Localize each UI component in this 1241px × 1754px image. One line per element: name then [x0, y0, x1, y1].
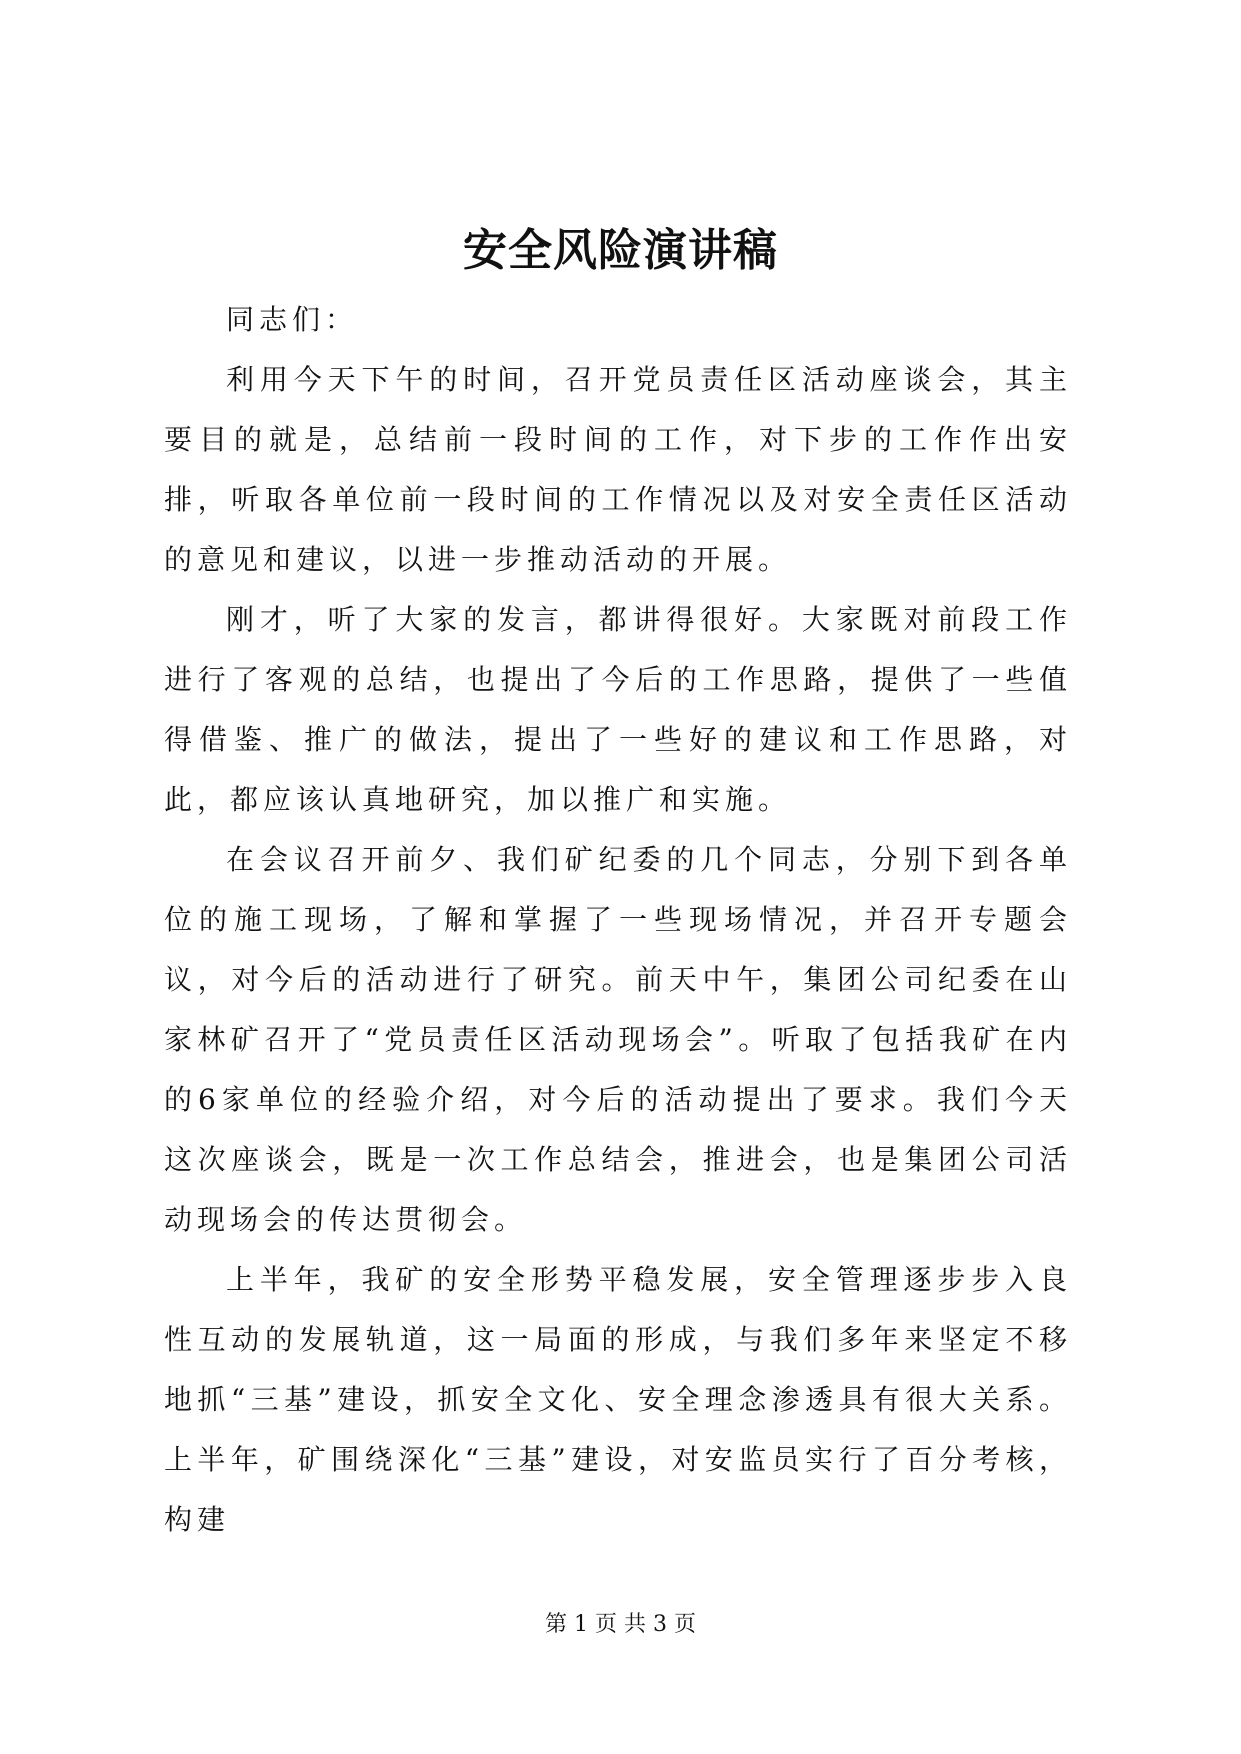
- document-title: 安全风险演讲稿: [463, 225, 778, 276]
- paragraph-1: 利用今天下午的时间，召开党员责任区活动座谈会，其主要目的就是，总结前一段时间的工作，对下步的工作作出安排，听取各单位前一段时间的工作情况以及对安全责任区活动的意见和建议，以进一步推动活动的开展。: [164, 363, 1072, 576]
- paragraph-4: 上半年，我矿的安全形势平稳发展，安全管理逐步步入良性互动的发展轨道，这一局面的形成，与我们多年来坚定不移地抓“三基”建设，抓安全文化、安全理念渗透具有很大关系。上半年，矿围绕深化“三基”建设，对安监员实行了百分考核，构建: [164, 1263, 1072, 1536]
- document-body: [164, 290, 1072, 1550]
- page-number-footer: 第 1 页 共 3 页: [545, 1612, 696, 1637]
- paragraph-2: 刚才，听了大家的发言，都讲得很好。大家既对前段工作进行了客观的总结，也提出了今后的工作思路，提供了一些值得借鉴、推广的做法，提出了一些好的建议和工作思路，对此，都应该认真地研究，加以推广和实施。: [164, 603, 1072, 816]
- paragraph-salutation: 同志们：: [226, 303, 359, 336]
- paragraph-3: 在会议召开前夕、我们矿纪委的几个同志，分别下到各单位的施工现场，了解和掌握了一些现场情况，并召开专题会议，对今后的活动进行了研究。前天中午，集团公司纪委在山家林矿召开了“党员责任区活动现场会”。听取了包括我矿在内的6家单位的经验介绍，对今后的活动提出了要求。我们今天这次座谈会，既是一次工作总结会，推进会，也是集团公司活动现场会的传达贯彻会。: [164, 843, 1072, 1236]
